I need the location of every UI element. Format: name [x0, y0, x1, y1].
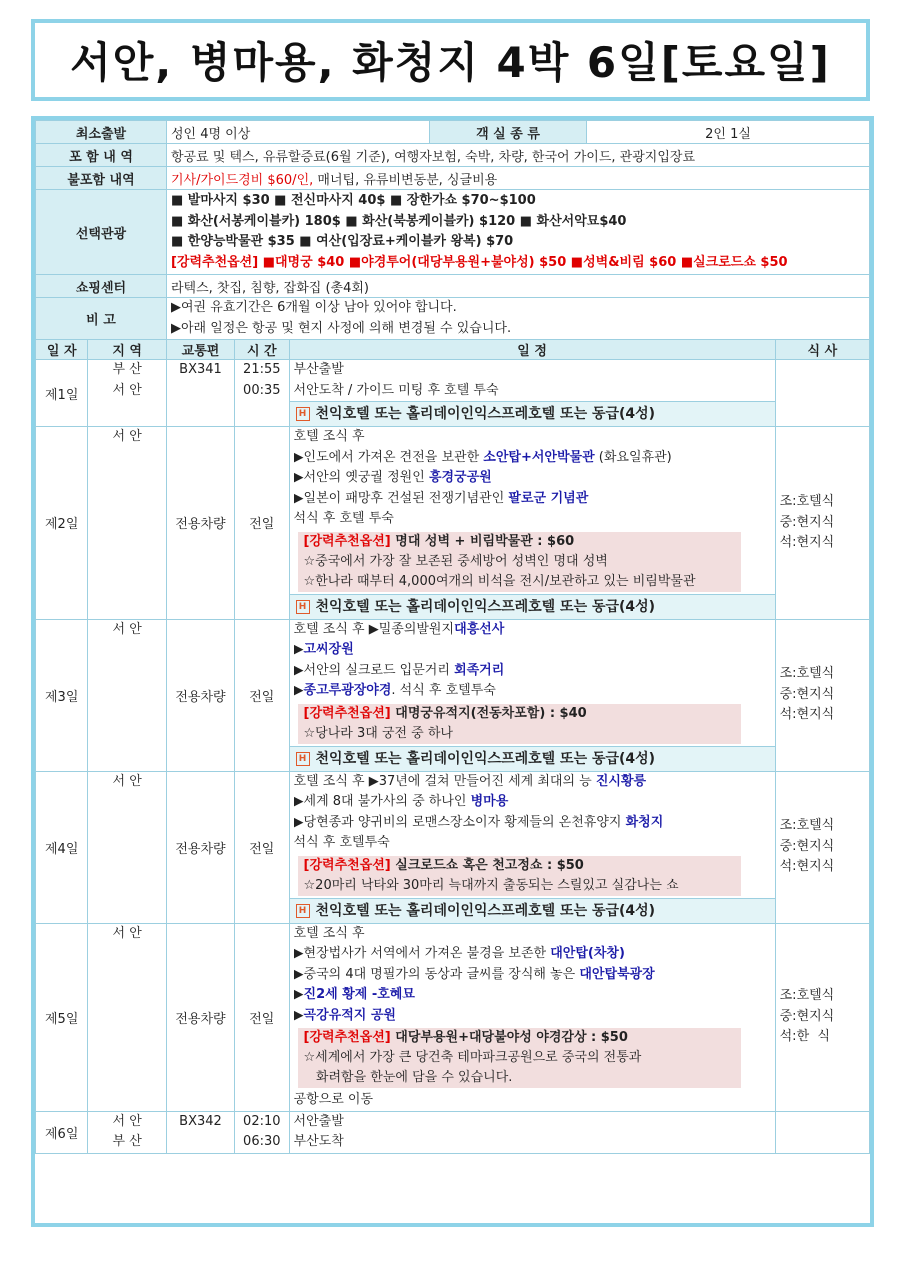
schedule	[289, 427, 775, 620]
meals	[775, 360, 869, 427]
region-line: 서 안	[112, 429, 142, 444]
meal-line: 석:현지식	[779, 707, 835, 723]
meal-line: 조:호텔식	[779, 666, 835, 682]
include-label: 포 함 내 역	[36, 144, 167, 167]
time: 전일	[235, 427, 289, 620]
schedule-line: 호텔 조식 후	[293, 925, 365, 941]
schedule-line: 공항으로 이동	[293, 1092, 373, 1107]
schedule	[289, 771, 775, 923]
col-schedule: 일 정	[289, 340, 775, 360]
shop-label: 쇼핑센터	[36, 275, 167, 298]
optional-line: ■ 화산(서봉케이블카) 180$ ■ 화산(북봉케이블카) $120 ■ 화산서악묘$40	[170, 213, 627, 229]
region-line: 서 안	[112, 925, 142, 941]
time	[235, 360, 289, 427]
schedule-line: ▶고씨장원	[293, 642, 354, 657]
meals	[775, 923, 869, 1111]
transport-text: BX341	[179, 362, 222, 377]
row-note	[36, 298, 870, 340]
transport-text: BX342	[179, 1113, 222, 1129]
region-line: 서 안	[112, 1113, 142, 1129]
note-label: 비 고	[36, 298, 167, 340]
itinerary-frame	[31, 116, 874, 1227]
region-line: 부 산	[112, 362, 142, 377]
time: 전일	[235, 923, 289, 1111]
region	[88, 427, 167, 620]
transport: 전용차량	[166, 427, 234, 620]
schedule-line: 호텔 조식 후	[293, 429, 365, 444]
option-line: 화려함을 한눈에 담을 수 있습니다.	[303, 1070, 513, 1085]
hotel-line	[290, 746, 775, 771]
schedule-line: ▶서안의 옛궁궐 정원인 흥경궁공원	[293, 470, 492, 485]
hotel-text: 천익호텔 또는 홀리데이인익스프레호텔 또는 동급(4성)	[315, 750, 656, 767]
meal-line: 조:호텔식	[779, 988, 835, 1004]
schedule-line: ▶곡강유적지 공원	[293, 1007, 396, 1023]
transport: 전용차량	[166, 771, 234, 923]
transport	[166, 1111, 234, 1153]
schedule-line: 호텔 조식 후 ▶밀종의발원지대흥선사	[293, 621, 505, 637]
room-label: 객 실 종 류	[429, 121, 586, 144]
col-region: 지 역	[88, 340, 167, 360]
optional-line: ■ 한양능박물관 $35 ■ 여산(입장료+케이블카 왕복) $70	[170, 234, 514, 249]
col-meals: 식 사	[775, 340, 869, 360]
schedule	[289, 619, 775, 771]
meals	[775, 619, 869, 771]
schedule-line: ▶현장법사가 서역에서 가져온 불경을 보존한 대안탑(차창)	[293, 946, 625, 961]
schedule-line: 석식 후 호텔 투숙	[293, 511, 394, 526]
min-value: 성인 4명 이상	[166, 121, 429, 144]
meal-line: 조:호텔식	[779, 494, 835, 509]
schedule-line: ▶서안의 실크로드 입문거리 회족거리	[293, 662, 505, 678]
day-row-5	[36, 923, 870, 1111]
region	[88, 923, 167, 1111]
exclude-value	[166, 167, 869, 190]
day-row-3	[36, 619, 870, 771]
optional-value	[166, 190, 869, 275]
meal-line: 석:한 식	[779, 1029, 830, 1045]
exclude-red: 기사/가이드경비 $60/인,	[170, 172, 314, 188]
schedule-line: ▶진2세 황제 -호혜묘	[293, 987, 415, 1002]
row-exclude	[36, 167, 870, 190]
region-line: 부 산	[112, 1134, 142, 1149]
meals	[775, 1111, 869, 1153]
option-title: [강력추천옵션] 대명궁유적지(전동차포함) : $40	[303, 705, 587, 721]
meals	[775, 771, 869, 923]
day-label: 제3일	[36, 619, 88, 771]
region	[88, 619, 167, 771]
time-line: 06:30	[243, 1134, 281, 1149]
col-time: 시 간	[235, 340, 289, 360]
meal-line: 조:호텔식	[779, 818, 835, 834]
schedule-line: ▶당현종과 양귀비의 로맨스장소이자 황제들의 온천휴양지 화청지	[293, 814, 664, 830]
page-title: 서안, 병마용, 화청지 4박 6일[토요일]	[70, 38, 831, 87]
option-line: ☆중국에서 가장 잘 보존된 중세방어 성벽인 명대 성벽	[303, 553, 608, 569]
optional-label: 선택관광	[36, 190, 167, 275]
schedule-line: ▶일본이 패망후 건설된 전쟁기념관인 팔로군 기념관	[293, 490, 589, 506]
shop-value: 라텍스, 찻집, 침향, 잡화집 (총4회)	[166, 275, 869, 298]
min-label: 최소출발	[36, 121, 167, 144]
option-title: [강력추천옵션] 대당부용원+대당불야성 야경감상 : $50	[303, 1030, 628, 1045]
region	[88, 360, 167, 427]
region	[88, 771, 167, 923]
schedule-line: ▶세계 8대 불가사의 중 하나인 병마용	[293, 794, 509, 809]
region-line: 서 안	[112, 382, 142, 398]
schedule	[289, 1111, 775, 1153]
day-label: 제4일	[36, 771, 88, 923]
day-row-6	[36, 1111, 870, 1153]
hotel-line	[290, 594, 775, 619]
schedule-line: 호텔 조식 후 ▶37년에 걸쳐 만들어진 세계 최대의 능 진시황릉	[293, 773, 647, 789]
optional-line: ■ 발마사지 $30 ■ 전신마사지 40$ ■ 장한가쇼 $70~$100	[170, 193, 536, 208]
day-row-4	[36, 771, 870, 923]
option-line: ☆세계에서 가장 큰 당건축 테마파크공원으로 중국의 전통과	[303, 1050, 642, 1065]
meal-line: 중:현지식	[779, 514, 835, 530]
day-label: 제6일	[36, 1111, 88, 1153]
meal-line: 석:현지식	[779, 535, 835, 550]
time-line: 21:55	[243, 362, 281, 377]
option-box	[298, 532, 741, 592]
note-line: ▶여권 유효기간은 6개월 이상 남아 있어야 합니다.	[170, 300, 457, 315]
region	[88, 1111, 167, 1153]
meal-line: 중:현지식	[779, 686, 835, 702]
transport: 전용차량	[166, 619, 234, 771]
include-value: 항공료 및 텍스, 유류할증료(6월 기준), 여행자보험, 숙박, 차량, 한국어 가이드, 관광지입장료	[166, 144, 869, 167]
schedule-line: 석식 후 호텔투숙	[293, 835, 390, 850]
schedule-line: 부산출발	[293, 362, 344, 377]
meals	[775, 427, 869, 620]
day-row-2	[36, 427, 870, 620]
optional-recommended: [강력추천옵션] ■대명궁 $40 ■야경투어(대당부용원+불야성) $50 ■성벽&비림 $60 ■실크로드쇼 $50	[170, 254, 788, 270]
time	[235, 1111, 289, 1153]
hotel-text: 천익호텔 또는 홀리데이인익스프레호텔 또는 동급(4성)	[315, 406, 656, 422]
row-min-departure	[36, 121, 870, 144]
option-box	[298, 1028, 741, 1088]
meal-line: 석:현지식	[779, 859, 835, 875]
option-box	[298, 704, 741, 744]
title-banner	[31, 19, 870, 101]
option-title: [강력추천옵션] 실크로드쇼 혹은 천고정쇼 : $50	[303, 857, 584, 873]
hotel-icon: H	[296, 407, 310, 421]
day-label: 제1일	[36, 360, 88, 427]
region-line: 서 안	[112, 621, 142, 637]
note-value	[166, 298, 869, 340]
transport	[166, 360, 234, 427]
option-title: [강력추천옵션] 명대 성벽 + 비림박물관 : $60	[303, 533, 575, 549]
itinerary-table	[35, 120, 870, 1154]
schedule-line: ▶종고루광장야경. 석식 후 호텔투숙	[293, 683, 496, 698]
meal-line: 중:현지식	[779, 1008, 835, 1024]
row-include	[36, 144, 870, 167]
hotel-text: 천익호텔 또는 홀리데이인익스프레호텔 또는 동급(4성)	[315, 902, 656, 919]
col-transport: 교통편	[166, 340, 234, 360]
exclude-rest: 매너팁, 유류비변동분, 싱글비용	[313, 172, 498, 188]
option-line: ☆당나라 3대 궁전 중 하나	[303, 725, 453, 741]
option-line: ☆한나라 때부터 4,000여개의 비석을 전시/보관하고 있는 비림박물관	[303, 573, 696, 589]
schedule	[289, 923, 775, 1111]
hotel-icon: H	[296, 600, 310, 614]
time: 전일	[235, 771, 289, 923]
meal-line: 중:현지식	[779, 838, 835, 854]
option-box	[298, 856, 741, 896]
schedule-line: 서안도착 / 가이드 미팅 후 호텔 투숙	[293, 382, 499, 398]
schedule	[289, 360, 775, 427]
day-label: 제5일	[36, 923, 88, 1111]
hotel-icon: H	[296, 904, 310, 918]
row-shopping	[36, 275, 870, 298]
schedule-header	[36, 340, 870, 360]
schedule-line: ▶인도에서 가져온 견전을 보관한 소안탑+서안박물관 (화요일휴관)	[293, 449, 672, 465]
time-line: 00:35	[243, 382, 281, 398]
note-line: ▶아래 일정은 항공 및 현지 사정에 의해 변경될 수 있습니다.	[170, 320, 512, 336]
row-optional	[36, 190, 870, 275]
schedule-line: 서안출발	[293, 1113, 344, 1129]
col-date: 일 자	[36, 340, 88, 360]
hotel-line	[290, 401, 775, 426]
schedule-line: ▶중국의 4대 명필가의 동상과 글씨를 장식해 놓은 대안탑북광장	[293, 966, 655, 982]
day-row-1	[36, 360, 870, 427]
hotel-icon: H	[296, 752, 310, 766]
option-line: ☆20마리 낙타와 30마리 늑대까지 출동되는 스릴있고 실감나는 쇼	[303, 877, 679, 893]
time-line: 02:10	[243, 1113, 281, 1129]
transport: 전용차량	[166, 923, 234, 1111]
day-label: 제2일	[36, 427, 88, 620]
region-line: 서 안	[112, 773, 142, 789]
schedule-line: 부산도착	[293, 1134, 344, 1149]
room-value: 2인 1실	[587, 121, 870, 144]
exclude-label: 불포함 내역	[36, 167, 167, 190]
time: 전일	[235, 619, 289, 771]
hotel-text: 천익호텔 또는 홀리데이인익스프레호텔 또는 동급(4성)	[315, 598, 656, 615]
hotel-line	[290, 898, 775, 923]
